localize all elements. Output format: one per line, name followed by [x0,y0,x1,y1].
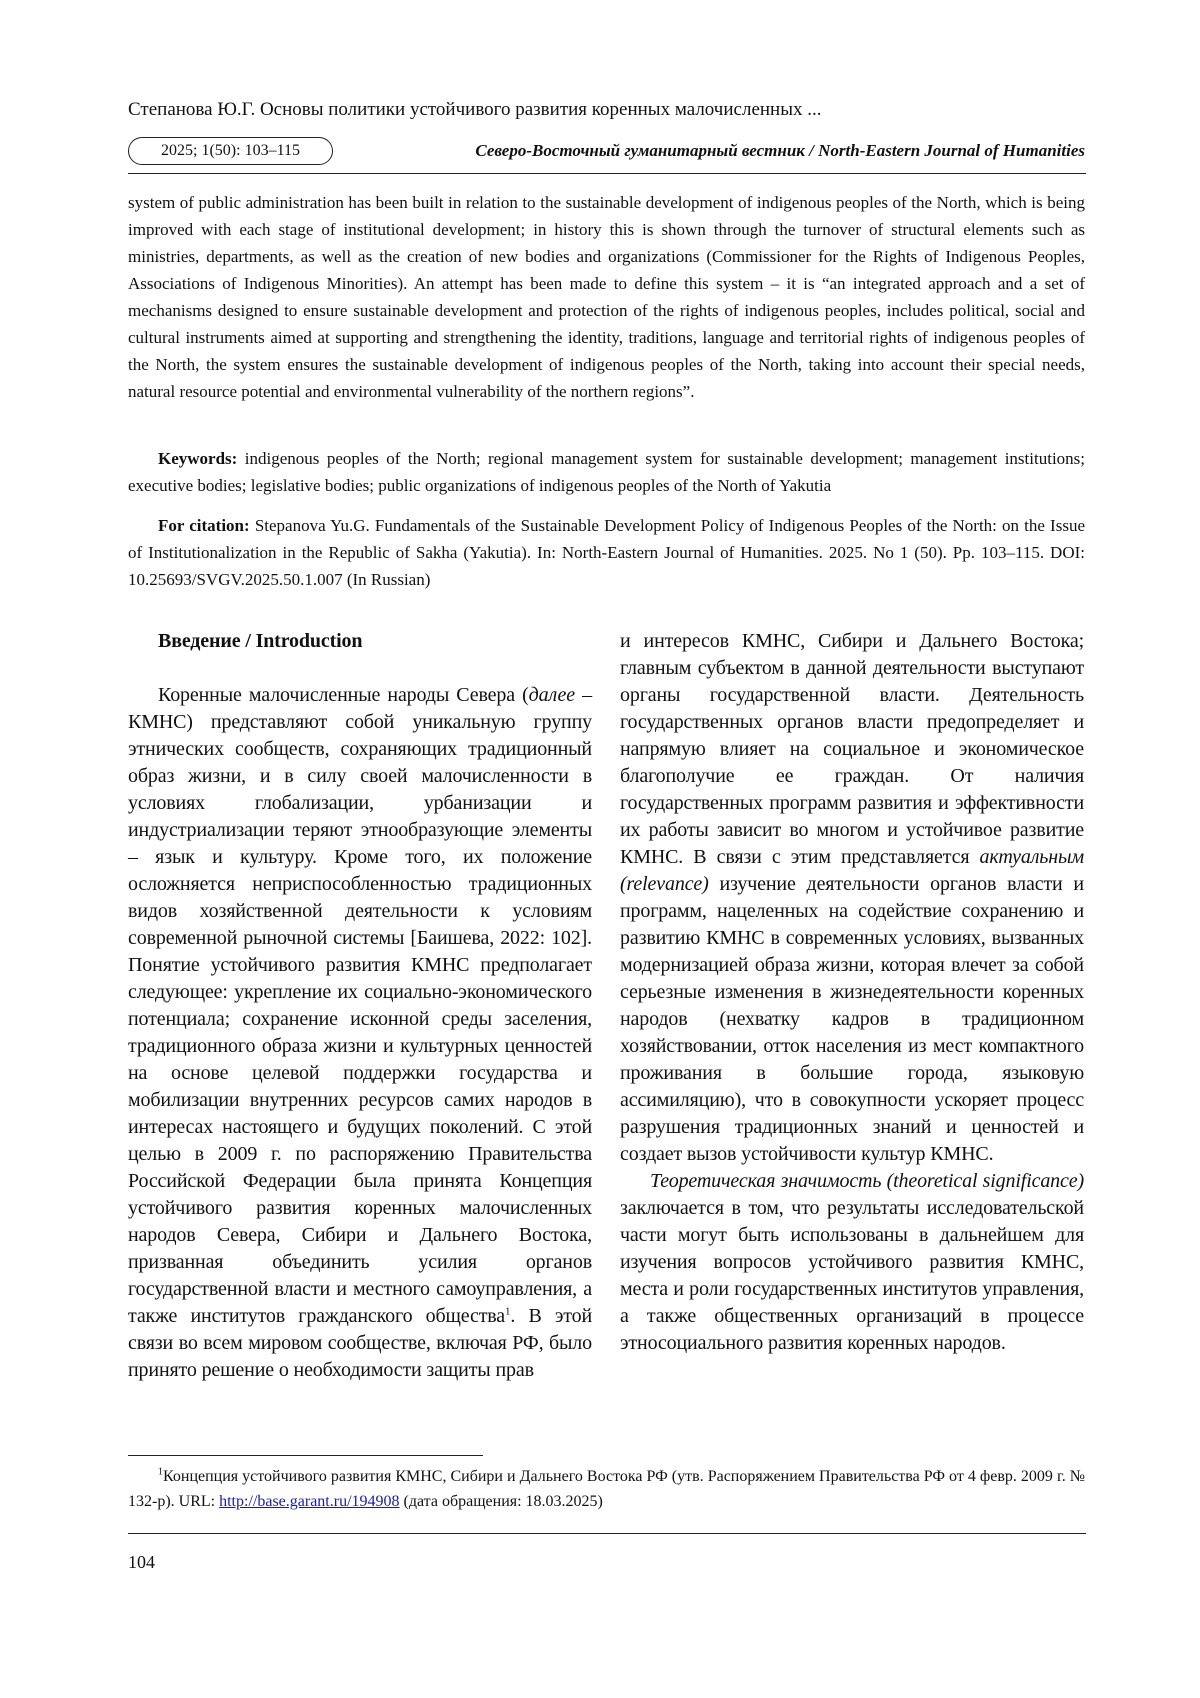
citation-text: Stepanova Yu.G. Fundamentals of the Sustainable Development Policy of Indigenous Peoples of the North: on the Issue of Institutionalization in the Republic of Sakha (Yakutia). In: North-Eastern Journal of Humanities. 2025. No 1 (50). Pp. 103–115. DOI: 10.25693/SVGV.2025.50.1.007 (In Russian) [128,516,1085,589]
emphasis-text: Теоретическая значимость (theoretical significance) [650,1170,1084,1192]
header-divider [128,173,1086,174]
body-column-left [128,628,592,1384]
text-run: изучение деятельности органов власти и программ, нацеленных на содействие сохранению и развитию КМНС в современных условиях, вызванных модернизацией образа жизни, которая влечет за собой серьезные изменения в жизнедеятельности коренных народов (нехватку кадров в традиционном хозяйствовании, отток населения из мест компактного проживания в большие города, языковую ассимиляцию), что в совокупности ускоряет процесс разрушения традиционных знаний и ценностей и создает вызов устойчивости культур КМНС. [620,873,1084,1165]
keywords-label: Keywords: [158,449,238,468]
body-column-right [620,628,1084,1357]
text-run: . В этой связи во всем мировом сообществе, включая РФ, было принято решение о необходимости защиты прав [128,1305,593,1381]
citation-block [128,512,1085,593]
footnote-text: (дата обращения: 18.03.2025) [399,1493,603,1510]
text-run: Коренные малочисленные народы Севера ( [158,684,529,706]
running-title: Степанова Ю.Г. Основы политики устойчивого развития коренных малочисленных ... [128,99,822,120]
body-paragraph [620,1168,1084,1357]
section-heading: Введение / Introduction [158,630,363,652]
keywords-block [128,445,1085,499]
footnote-link[interactable]: http://base.garant.ru/194908 [219,1493,400,1510]
keywords-text: indigenous peoples of the North; regional management system for sustainable development; management institutions; executive bodies; legislative bodies; public organizations of indigenous peoples of the North of Yakutia [128,449,1086,495]
abstract-text: system of public administration has been built in relation to the sustainable development of indigenous peoples of the North, which is being improved with each stage of institutional development; in history this is shown through the turnover of structural elements such as ministries, departments, as well as the creation of new bodies and organizations (Commissioner for the Rights of Indigenous Peoples, Associations of Indigenous Minorities). An attempt has been made to define this system – it is “an integrated approach and a set of mechanisms designed to ensure sustainable development and protection of the rights of indigenous peoples, includes political, social and cultural instruments aimed at supporting and strengthening the identity, traditions, language and territorial rights of indigenous peoples of the North, the system ensures the sustainable development of indigenous peoples of the North, taking into account their special needs, natural resource potential and environmental vulnerability of the northern regions”. [128,193,1085,401]
text-run: и интересов КМНС, Сибири и Дальнего Востока; главным субъектом в данной деятельности выступают органы государственной власти. Деятельность государственных органов власти предопределяет и напрямую влияет на социальное и экономическое благополучие ее граждан. От наличия государственных программ развития и эффективности их работы зависит во многом и устойчивое развитие КМНС. В связи с этим представляется [620,630,1084,868]
journal-title: Северо-Восточный гуманитарный вестник / North-Eastern Journal of Humanities [475,141,1085,160]
footnote-divider [128,1455,483,1456]
issue-badge: 2025; 1(50): 103–115 [128,137,333,165]
text-run: заключается в том, что результаты исследовательской части могут быть использованы в дальнейшем для изучения вопросов устойчивого развития КМНС, места и роли государственных институтов управления, а также общественных организаций в процессе этносоциального развития коренных народов. [620,1197,1084,1354]
text-run: – КМНС) представляют собой уникальную группу этнических сообществ, сохраняющих традиционный образ жизни, и в силу своей малочисленности в условиях глобализации, урбанизации и индустриализации теряют этнообразующие элементы – язык и культуру. Кроме того, их положение осложняется неприспособленностью традиционных видов хозяйственной деятельности к условиям современной рыночной системы [Баишева, 2022: 102]. Понятие устойчивого развития КМНС предполагает следующее: укрепление их социально-экономического потенциала; сохранение исконной среды заселения, традиционного образа жизни и культурных ценностей на основе целевой поддержки государства и мобилизации внутренних ресурсов самих народов в интересах настоящего и будущих поколений. С этой целью в 2009 г. по распоряжению Правительства Российской Федерации была принята Концепция устойчивого развития коренных малочисленных народов Севера, Сибири и Дальнего Востока, призванная объединить усилия органов государственной власти и местного самоуправления, а также институтов гражданского общества [128,684,592,1327]
footnote [128,1464,1085,1514]
body-paragraph [128,682,592,1384]
emphasis-text: актуальным (relevance) [620,846,1084,895]
page-number: 104 [128,1552,155,1572]
footer-divider [128,1533,1086,1534]
footnote-mark: 1 [158,1466,163,1478]
body-paragraph [620,628,1084,1168]
footnote-text: Концепция устойчивого развития КМНС, Сибири и Дальнего Востока РФ (утв. Распоряжением Правительства РФ от 4 февр. 2009 г. № 132-р). URL: [128,1468,1085,1510]
footnote-reference[interactable]: 1 [505,1305,511,1318]
emphasis-text: далее [528,684,575,706]
citation-label: For citation: [158,516,250,535]
